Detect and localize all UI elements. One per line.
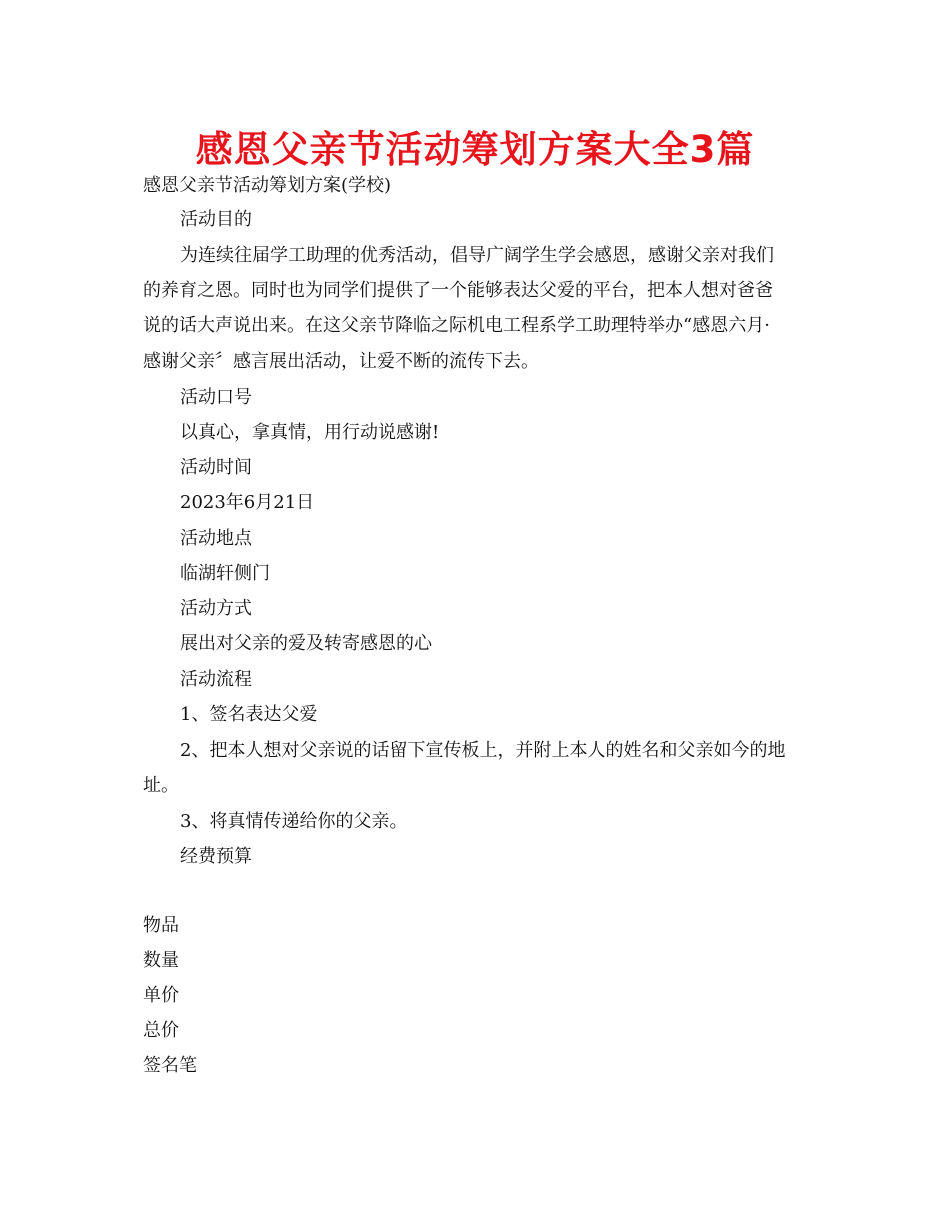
- budget-header-total: 总价: [143, 1020, 179, 1041]
- process-step-2: 2、把本人想对父亲说的话留下宣传板上，并附上本人的姓名和父亲如今的地: [180, 740, 786, 761]
- budget-row-item: 签名笔: [143, 1055, 197, 1076]
- document-title: 感恩父亲节活动筹划方案大全3篇: [195, 128, 755, 171]
- purpose-line: 的养育之恩。同时也为同学们提供了一个能够表达父爱的平台，把本人想对爸爸: [143, 280, 773, 301]
- budget-header-quantity: 数量: [143, 950, 179, 971]
- slogan-heading: 活动口号: [180, 387, 252, 408]
- process-step-3: 3、将真情传递给你的父亲。: [180, 811, 408, 832]
- process-heading: 活动流程: [180, 669, 252, 690]
- process-step-1: 1、签名表达父爱: [180, 704, 318, 725]
- place-heading: 活动地点: [180, 528, 252, 549]
- process-step-2-cont: 址。: [143, 775, 179, 796]
- time-heading: 活动时间: [180, 457, 252, 478]
- slogan-text: 以真心，拿真情，用行动说感谢!: [180, 422, 440, 443]
- method-text: 展出对父亲的爱及转寄感恩的心: [180, 633, 432, 654]
- document-subtitle: 感恩父亲节活动筹划方案(学校): [143, 175, 392, 196]
- purpose-line: 为连续往届学工助理的优秀活动，倡导广阔学生学会感恩，感谢父亲对我们: [180, 245, 774, 266]
- budget-header-item: 物品: [143, 915, 179, 936]
- purpose-heading: 活动目的: [180, 209, 252, 230]
- purpose-line: 说的话大声说出来。在这父亲节降临之际机电工程系学工助理特举办“感恩六月·: [143, 315, 770, 336]
- time-text: 2023年6月21日: [180, 492, 315, 513]
- budget-heading: 经费预算: [180, 846, 252, 867]
- method-heading: 活动方式: [180, 598, 252, 619]
- budget-header-unit-price: 单价: [143, 985, 179, 1006]
- place-text: 临湖轩侧门: [180, 563, 270, 584]
- purpose-line: 感谢父亲〞感言展出活动，让爱不断的流传下去。: [143, 351, 539, 372]
